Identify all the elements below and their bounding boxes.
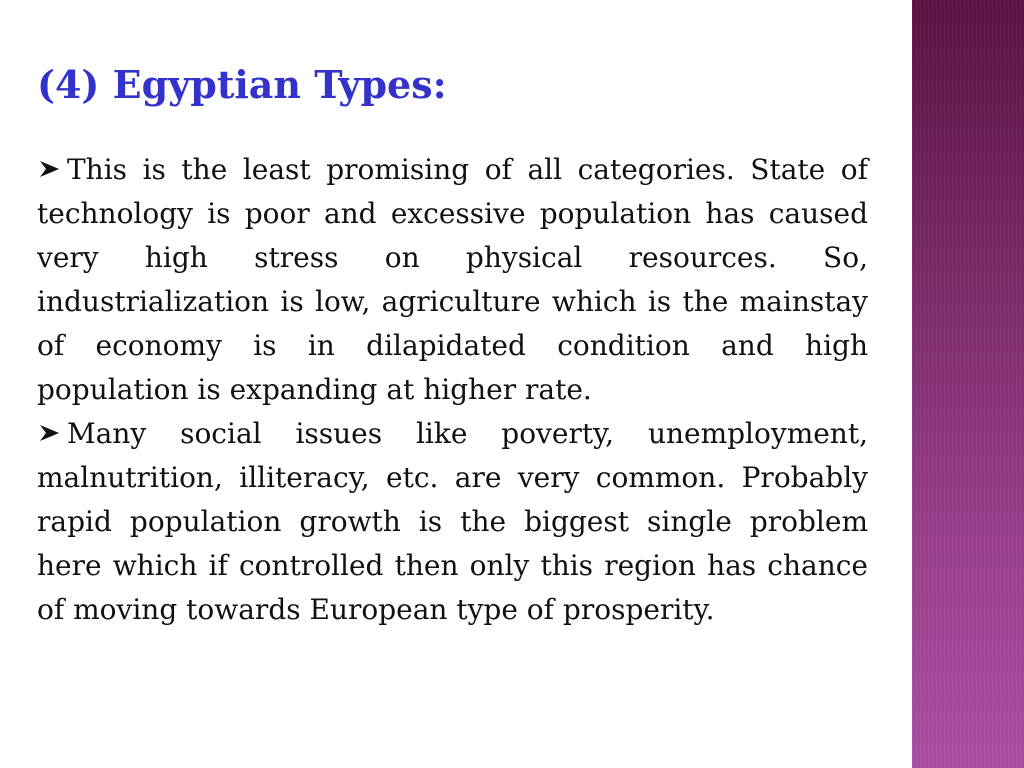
arrow-bullet-icon xyxy=(37,422,63,444)
bullet-text: Many social issues like poverty, unemployment, malnutrition, illiteracy, etc. are very common. Probably rapid population growth is the biggest single problem here which if controlled then only this region has chance of moving towards European type of prosperity. xyxy=(37,417,868,626)
decorative-side-band xyxy=(912,0,1024,768)
slide-title: (4) Egyptian Types: xyxy=(37,62,447,107)
bullet-item xyxy=(37,148,868,412)
arrow-bullet-icon xyxy=(37,158,63,180)
bullet-text: This is the least promising of all categories. State of technology is poor and excessive population has caused very high stress on physical resources. So, industrialization is low, agriculture which is the mainstay of economy is in dilapidated condition and high population is expanding at higher rate. xyxy=(37,153,868,406)
bullet-item xyxy=(37,412,868,632)
slide-body xyxy=(37,148,868,632)
